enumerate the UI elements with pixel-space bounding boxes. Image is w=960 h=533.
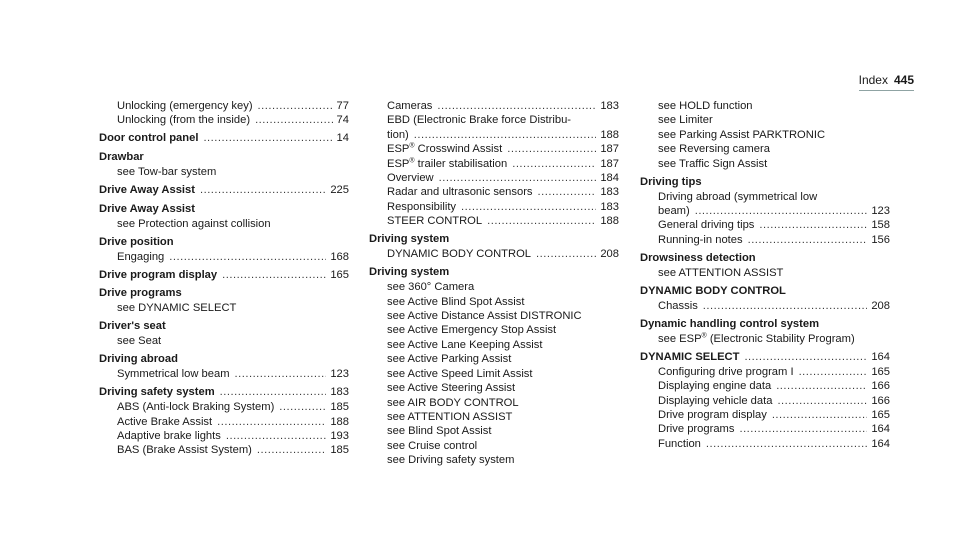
entry-text [658, 113, 713, 127]
index-heading [99, 183, 349, 198]
index-subentry [640, 142, 890, 156]
entry-text [658, 99, 753, 113]
dot-leader [257, 443, 326, 457]
dot-leader [226, 429, 326, 443]
entry-text [99, 319, 166, 334]
page-reference: 187 [600, 143, 619, 156]
entry-label: see ATTENTION ASSIST [387, 410, 513, 423]
dot-leader [512, 157, 596, 171]
entry-label: Drive programs [99, 287, 182, 300]
page-reference: 208 [600, 248, 619, 261]
entry-label: DYNAMIC BODY CONTROL [640, 284, 786, 297]
index-subentry [369, 323, 619, 337]
entry-label-rest: (Electronic Stability Program) [706, 332, 855, 345]
entry-label: see Tow-bar system [117, 166, 217, 178]
registered-mark: ® [701, 332, 707, 340]
index-heading [369, 265, 619, 280]
index-subentry [369, 295, 619, 309]
dot-leader [461, 200, 596, 214]
page-reference: 123 [330, 368, 349, 381]
entry-label: STEER CONTROL [387, 215, 483, 228]
entry-text [369, 232, 449, 247]
page-reference: 156 [871, 233, 890, 246]
entry-text [117, 334, 161, 348]
entry-text [117, 217, 271, 231]
entry-text [658, 190, 817, 204]
index-subentry [369, 453, 619, 467]
index-subentry [99, 334, 349, 348]
page-reference: 188 [330, 415, 349, 428]
index-subentry [369, 247, 619, 261]
index-subentry [369, 113, 619, 127]
index-subentry [640, 157, 890, 171]
entry-label: see Active Blind Spot Assist [387, 295, 525, 308]
dot-leader [706, 437, 867, 451]
dot-leader [487, 214, 596, 228]
index-subentry [369, 309, 619, 323]
index-subentry [369, 200, 619, 214]
entry-text [387, 280, 474, 294]
entry-label-rest: trailer stabilisation [414, 157, 508, 170]
dot-leader [169, 250, 326, 264]
entry-label: Drawbar [99, 151, 144, 163]
index-subentry [369, 352, 619, 366]
section-title: Index [858, 73, 888, 87]
entry-text [658, 218, 754, 232]
entry-label: Radar and ultrasonic sensors [387, 186, 533, 199]
entry-text [387, 381, 515, 395]
index-subentry [369, 381, 619, 395]
entry-label: Driving tips [640, 175, 702, 188]
entry-label: ABS (Anti-lock Braking System) [117, 401, 275, 414]
dot-leader [772, 408, 868, 422]
entry-label: Drive Away Assist [99, 202, 195, 215]
entry-label: see Active Parking Assist [387, 353, 512, 366]
dot-leader [748, 233, 868, 247]
page-reference: 188 [600, 128, 619, 141]
entry-label: see Cruise control [387, 439, 478, 452]
entry-label: Drowsiness detection [640, 251, 756, 264]
index-subentry [369, 171, 619, 185]
entry-text [387, 99, 432, 113]
entry-label: see Traffic Sign Assist [658, 157, 768, 170]
index-subentry [640, 233, 890, 247]
entry-text [658, 266, 783, 280]
index-subentry [369, 367, 619, 381]
index-subentry [640, 437, 890, 451]
dot-leader [255, 113, 332, 127]
entry-text [117, 367, 230, 381]
index-heading [99, 131, 349, 146]
entry-text [640, 317, 819, 332]
entry-text [387, 214, 482, 228]
entry-text [99, 286, 182, 301]
entry-label: see Seat [117, 335, 162, 348]
index-subentry [369, 424, 619, 438]
entry-text [387, 185, 533, 199]
entry-text [640, 175, 702, 190]
page-reference: 14 [336, 132, 349, 145]
entry-label: see AIR BODY CONTROL [387, 396, 519, 409]
entry-text [387, 113, 571, 127]
entry-text [387, 309, 582, 323]
entry-text [658, 394, 772, 408]
entry-text [387, 295, 524, 309]
dot-leader [703, 299, 868, 313]
entry-text [99, 131, 198, 146]
index-subentry [369, 142, 619, 156]
entry-text [99, 385, 215, 400]
index-subentry [99, 99, 349, 113]
entry-text [387, 396, 519, 410]
dot-leader [695, 204, 868, 218]
dot-leader [777, 394, 867, 408]
entry-text [117, 400, 274, 414]
page-reference: 166 [871, 394, 890, 407]
entry-label: Drive programs [658, 423, 735, 436]
entry-text [117, 429, 221, 443]
page-reference: 187 [600, 157, 619, 170]
entry-text [99, 235, 174, 250]
entry-label: Chassis [658, 299, 698, 312]
index-heading [99, 202, 349, 217]
entry-label: General driving tips [658, 219, 755, 232]
entry-label: Driving abroad [99, 353, 178, 366]
entry-label: Active Brake Assist [117, 415, 213, 428]
index-subentry [99, 415, 349, 429]
entry-label: Driving system [369, 233, 450, 246]
entry-text [99, 183, 195, 198]
index-subentry [369, 128, 619, 142]
page-reference: 158 [871, 219, 890, 232]
entry-label: see Active Distance Assist DISTRONIC [387, 310, 582, 323]
index-subentry [640, 394, 890, 408]
index-subentry [369, 439, 619, 453]
index-subentry [640, 408, 890, 422]
page-reference: 193 [330, 430, 349, 442]
dot-leader [439, 171, 597, 185]
index-heading [99, 352, 349, 367]
entry-label: ESP [387, 157, 410, 170]
index-subentry [99, 165, 349, 179]
index-subentry [99, 113, 349, 127]
index-heading [640, 251, 890, 266]
entry-label: ESP [387, 143, 410, 156]
dot-leader [739, 422, 867, 436]
entry-text [387, 323, 556, 337]
index-heading [640, 317, 890, 332]
dot-leader [220, 385, 327, 400]
entry-text [658, 128, 825, 142]
entry-text [99, 150, 144, 165]
entry-label: see Driving safety system [387, 454, 515, 467]
entry-text [658, 408, 767, 422]
entry-text [117, 415, 212, 429]
entry-label: see 360° Camera [387, 281, 475, 294]
registered-mark: ® [409, 156, 415, 164]
dot-leader [437, 99, 596, 113]
index-heading [99, 268, 349, 283]
entry-label: see Limiter [658, 114, 713, 127]
dot-leader [414, 128, 597, 142]
dot-leader [538, 185, 597, 199]
page-reference: 74 [336, 114, 349, 127]
entry-text [387, 171, 434, 185]
entry-label: Drive Away Assist [99, 184, 195, 196]
entry-text [658, 422, 734, 436]
index-subentry [369, 214, 619, 228]
index-subentry [99, 400, 349, 414]
dot-leader [235, 367, 327, 381]
entry-text [117, 99, 253, 113]
entry-label: see HOLD function [658, 100, 753, 112]
index-subentry [369, 338, 619, 352]
index-column-3 [640, 99, 890, 451]
index-subentry [640, 422, 890, 436]
page-number: 445 [893, 73, 914, 87]
entry-text [658, 365, 794, 379]
entry-text [387, 128, 409, 142]
index-column-2 [369, 99, 619, 468]
index-subentry [369, 396, 619, 410]
entry-label: beam) [658, 205, 690, 218]
entry-label-rest: Crosswind Assist [414, 143, 503, 156]
page-reference: 185 [330, 401, 349, 414]
entry-label: Configuring drive program I [658, 365, 794, 378]
index-heading [99, 319, 349, 334]
index-subentry [99, 217, 349, 231]
index-subentry [99, 301, 349, 315]
dot-leader [279, 400, 326, 414]
entry-text [369, 265, 449, 280]
index-subentry [640, 299, 890, 313]
index-heading [99, 286, 349, 301]
index-heading [99, 385, 349, 400]
entry-label: see ESP [658, 332, 702, 345]
entry-text [117, 301, 236, 315]
entry-text [387, 352, 511, 366]
index-subentry [99, 443, 349, 457]
index-subentry [369, 99, 619, 113]
entry-label: see Parking Assist PARKTRONIC [658, 128, 826, 141]
index-subentry [640, 218, 890, 232]
entry-label: Unlocking (emergency key) [117, 100, 253, 112]
entry-label: Drive position [99, 235, 174, 248]
page-reference: 164 [871, 423, 890, 436]
registered-mark: ® [409, 142, 415, 150]
page-header [859, 73, 914, 91]
entry-text [117, 250, 164, 264]
entry-label: BAS (Brake Assist System) [117, 444, 252, 457]
entry-text [658, 332, 855, 346]
dot-leader [222, 268, 326, 283]
index-subentry [640, 332, 890, 346]
dot-leader [507, 142, 596, 156]
entry-text [658, 157, 767, 171]
page-reference: 185 [330, 444, 349, 457]
entry-label: see Blind Spot Assist [387, 425, 492, 438]
entry-label: Function [658, 437, 701, 450]
entry-text [658, 299, 698, 313]
page-reference: 208 [871, 299, 890, 312]
entry-label: Dynamic handling control system [640, 317, 820, 330]
index-heading [640, 284, 890, 299]
entry-label: see Protection against collision [117, 217, 271, 230]
index-subentry [369, 410, 619, 424]
index-subentry [369, 157, 619, 171]
entry-label: Drive program display [658, 409, 767, 422]
page-reference: 183 [330, 386, 349, 399]
page-reference: 183 [600, 100, 619, 112]
entry-label: see Active Emergency Stop Assist [387, 324, 557, 337]
entry-label: DYNAMIC BODY CONTROL [387, 248, 532, 261]
page-reference: 183 [600, 200, 619, 213]
entry-text [640, 251, 756, 266]
entry-text [658, 142, 770, 156]
page-reference: 164 [871, 437, 890, 450]
index-subentry [640, 379, 890, 393]
entry-text [387, 157, 507, 171]
entry-label: DYNAMIC SELECT [640, 350, 740, 363]
entry-text [387, 247, 531, 261]
entry-label: see Active Lane Keeping Assist [387, 338, 543, 351]
page-reference: 184 [600, 172, 619, 185]
index-subentry [640, 365, 890, 379]
index-subentry [99, 429, 349, 443]
entry-text [387, 338, 542, 352]
dot-leader [799, 365, 868, 379]
index-subentry [640, 204, 890, 218]
entry-label: Engaging [117, 250, 165, 263]
entry-text [387, 410, 512, 424]
entry-text [387, 453, 514, 467]
entry-text [117, 165, 216, 179]
entry-label: Running-in notes [658, 233, 743, 246]
index-column-1 [99, 99, 349, 458]
page-reference: 188 [600, 215, 619, 228]
entry-label: see DYNAMIC SELECT [117, 302, 237, 315]
entry-label: Driver's seat [99, 320, 166, 333]
entry-label: Unlocking (from the inside) [117, 114, 251, 127]
entry-label: see Active Steering Assist [387, 382, 516, 395]
index-subentry [640, 190, 890, 204]
entry-text [117, 443, 252, 457]
entry-label: Displaying vehicle data [658, 394, 773, 407]
entry-label: Door control panel [99, 132, 199, 145]
entry-text [99, 268, 217, 283]
entry-text [117, 113, 250, 127]
entry-label: Driving abroad (symmetrical low [658, 190, 818, 203]
entry-label: see Active Speed Limit Assist [387, 367, 533, 380]
entry-label: see ATTENTION ASSIST [658, 266, 784, 279]
index-subentry [369, 280, 619, 294]
entry-text [658, 233, 743, 247]
entry-text [99, 202, 195, 217]
dot-leader [776, 379, 867, 393]
entry-label: tion) [387, 128, 409, 141]
page-reference: 168 [330, 250, 349, 263]
entry-text [658, 379, 771, 393]
dot-leader [203, 131, 332, 146]
entry-label: Driving safety system [99, 386, 215, 399]
index-heading [640, 175, 890, 190]
entry-text [387, 424, 491, 438]
page-reference: 183 [600, 186, 619, 199]
entry-text [99, 352, 178, 367]
page-reference: 225 [330, 184, 349, 196]
index-heading [99, 235, 349, 250]
page-reference: 77 [336, 100, 349, 112]
index-subentry [640, 128, 890, 142]
index-heading [99, 150, 349, 165]
dot-leader [200, 183, 326, 198]
entry-text [640, 284, 786, 299]
page-reference: 165 [330, 268, 349, 281]
entry-label: Drive program display [99, 268, 218, 281]
entry-label: Cameras [387, 100, 433, 112]
entry-text [640, 350, 739, 365]
entry-text [387, 367, 533, 381]
dot-leader [759, 218, 867, 232]
entry-label: Displaying engine data [658, 380, 772, 393]
entry-text [658, 204, 690, 218]
entry-label: see Reversing camera [658, 143, 770, 156]
dot-leader [536, 247, 596, 261]
index-subentry [369, 185, 619, 199]
index-subentry [99, 250, 349, 264]
entry-text [387, 200, 456, 214]
dot-leader [258, 99, 333, 113]
entry-label: EBD (Electronic Brake force Distribu- [387, 114, 572, 127]
entry-text [658, 437, 701, 451]
entry-label: Adaptive brake lights [117, 430, 221, 442]
index-subentry [640, 266, 890, 280]
entry-label: Responsibility [387, 200, 457, 213]
entry-label: Driving system [369, 266, 450, 279]
page-reference: 165 [871, 365, 890, 378]
entry-label: Symmetrical low beam [117, 368, 230, 381]
dot-leader [217, 415, 326, 429]
index-heading [640, 350, 890, 365]
page-reference: 165 [871, 409, 890, 422]
index-subentry [640, 113, 890, 127]
index-subentry [99, 367, 349, 381]
entry-label: Overview [387, 172, 434, 185]
entry-text [387, 142, 502, 156]
page-reference: 166 [871, 380, 890, 393]
index-heading [369, 232, 619, 247]
entry-text [387, 439, 477, 453]
dot-leader [744, 350, 867, 365]
page-reference: 164 [871, 350, 890, 363]
index-subentry [640, 99, 890, 113]
page-reference: 123 [871, 205, 890, 218]
